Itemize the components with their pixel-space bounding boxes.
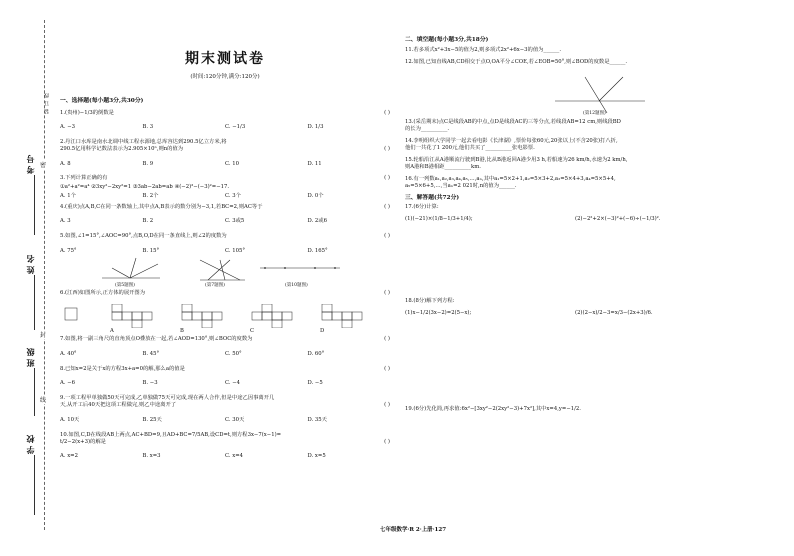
question-7: 7.如图,将一副三角尺的直角顶点O叠放在一起,若∠AOD=130°,则∠BOC的度数为 ( ) xyxy=(60,336,390,343)
question-5: 5.如图,∠1=15°,∠AOC=90°,点B,O,D在同一条直线上,则∠2的度数为 ( ) xyxy=(60,233,390,239)
question-1: 1.(贵州)−1/3的倒数是 ( ) xyxy=(60,109,390,116)
question-14-cont: 他们一共花了1 200元,他们共买了__________张电影票. xyxy=(405,145,535,152)
options-5: A. 75° B. 15° C. 105° D. 165° xyxy=(60,247,328,254)
options-10: A. x=2 B. x=3 C. x=4 D. x=5 xyxy=(60,453,326,460)
options-4: A. 3 B. 2 C. 3或5 D. 2或6 xyxy=(60,218,327,225)
question-13: 13.(采岳期末)点C是线段AB的中点,点D是线段AC的三等分点,若线段AB=12 cm,则线段BD xyxy=(405,118,621,125)
figure-caption: (第10题图) xyxy=(285,282,308,288)
options-9: A. 10天 B. 25天 C. 30天 D. 35天 xyxy=(60,416,327,423)
question-6: 6.(江西)如图所示,正方体的展开图为 ( ) xyxy=(60,289,390,296)
figure-caption: (第12题图) xyxy=(583,110,606,116)
question-3-items: ①a²+a²=a⁴ ②3xy²−2xy²=1 ③3ab−2ab=ab ④(−2)³−(−3)²=−17. xyxy=(60,183,230,190)
question-17-parts: (1)(−21)×(1/8−1/3+1/4); (2)−2²+2×(−3)²+(−6)÷(−1/3)². xyxy=(405,216,661,223)
field-line xyxy=(34,175,35,235)
question-8: 8.已知x=2是关于x的方程3x+a=0的解,那么a的值是 ( ) xyxy=(60,365,390,372)
geometry-figures xyxy=(60,256,390,290)
field-label-school: 学校 xyxy=(25,432,35,454)
question-3: 3.下列计算正确的有 ( ) xyxy=(60,175,390,182)
options-3: A. 1个 B. 2个 C. 3个 D. 0个 xyxy=(60,192,324,199)
section-heading: 二、填空题(每小题3分,共18分) xyxy=(405,37,489,43)
figure-caption: (第7题图) xyxy=(205,282,225,288)
options-1: A. −3 B. 3 C. −1/3 D. 1/3 xyxy=(60,124,324,131)
question-2-cont: 290.5亿用科学记数法表示为2.905×10ⁿ,则n的值为 ( ) xyxy=(60,146,390,153)
question-16: 16.有一列数a₁,a₂,a₃,a₄,a₅,…,aₙ,其中a₁=5×2+1,a₂=5×3+2,a₃=5×4+3,a₄=5×5+4, xyxy=(405,176,616,183)
cut-mark: 线 xyxy=(40,397,47,404)
field-line xyxy=(34,275,35,330)
page-footer: 七年级数学·R 2·上册·127 xyxy=(380,527,447,533)
field-label-class: 班级 xyxy=(25,345,35,367)
figure-12 xyxy=(405,71,777,119)
right-column xyxy=(405,36,777,418)
page-title: 期末测试卷 xyxy=(185,51,265,67)
section-heading: 三、解答题(共72分) xyxy=(405,195,460,202)
cube-net-figures xyxy=(60,304,390,328)
page-subtitle: (时间:120分钟,满分:120分) xyxy=(190,74,260,80)
question-11: 11.若多项式x²+3x−5的值为2,则多项式2x²+6x−3的值为______. xyxy=(405,46,562,53)
field-line xyxy=(34,455,35,515)
field-line xyxy=(34,368,35,416)
question-9: 9.一项工程甲单独做50天可完成,乙单独做75天可完成,现在两人合作,但是中途乙因事离开几 xyxy=(60,395,275,402)
cut-mark: 密 xyxy=(40,162,47,169)
question-9-cont: 天,从开工后40天把这项工程做完,则乙中途离开了 ( ) xyxy=(60,402,390,409)
question-10-cont: t/2−2(x+3)的解是 ( ) xyxy=(60,438,390,445)
question-14: 14.李明组织大学同学一起去看电影《长津湖》,票价每张60元,20张以上(不含20张)打八折, xyxy=(405,137,618,144)
left-column xyxy=(60,97,390,468)
question-18-parts: (1)x−1/2(3x−2)=2(5−x); (2)(2−x)/2−3=x/3−(2x+3)/6. xyxy=(405,310,653,317)
question-13-cont: 的长为__________. xyxy=(405,125,450,132)
question-17: 17.(6分)计算: xyxy=(405,204,439,211)
question-12: 12.如图,已知直线AB,CD相交于点O,OA平分∠COE,若∠EOB=50°,则∠BOD的度数是______. xyxy=(405,58,628,65)
figure-caption: (第5题图) xyxy=(115,282,135,288)
cut-mark: 封 xyxy=(40,332,47,339)
options-8: A. −6 B. −3 C. −4 D. −5 xyxy=(60,380,323,387)
question-10: 10.如图,C,D在线段AB上两点,AC+BD=9,且AD+BC=7/5AB,设CD=t,则方程3x−7(x−1)= xyxy=(60,431,282,438)
question-15-cont: 则A港和B港相距__________km. xyxy=(405,164,481,171)
question-4: 4.(重庆)点A,B,C在同一条数轴上,其中点A,B表示的数分别为−3,1,若BC=2,则AC等于 ( ) xyxy=(60,203,390,210)
figure-row xyxy=(60,256,390,290)
section-heading: 一、选择题(每小题3分,共30分) xyxy=(60,98,144,104)
question-15: 15.轮船沿江从A港顺流行驶到B港,比从B港返回A港少用3 h,若船速为26 km/h,水速为2 km/h, xyxy=(405,157,628,164)
field-label-name: 姓名 xyxy=(25,252,35,274)
cut-line-label: 装订线 xyxy=(44,90,50,114)
options-7: A. 40° B. 45° C. 50° D. 60° xyxy=(60,351,325,358)
binding-margin xyxy=(0,0,52,556)
field-label-exam-number: 考号 xyxy=(25,152,35,174)
question-18: 18.(8分)解下列方程: xyxy=(405,298,455,305)
intersecting-lines-figure xyxy=(545,71,665,115)
cube-nets: A B C D xyxy=(60,304,390,336)
question-16-cont: a₅=5×6+5,…,当aₙ=2 021时,n的值为______. xyxy=(405,183,517,190)
question-2: 2.丹江口水库是南水北调中线工程水源地,总库容达到290.5亿立方米,将 xyxy=(60,139,227,145)
question-19: 19.(6分)先化简,再求值:6x²−[3xy²−2(2xy²−3)+7x²],其中x=4,y=−1/2. xyxy=(405,406,581,413)
options-2: A. 8 B. 9 C. 10 D. 11 xyxy=(60,160,322,167)
